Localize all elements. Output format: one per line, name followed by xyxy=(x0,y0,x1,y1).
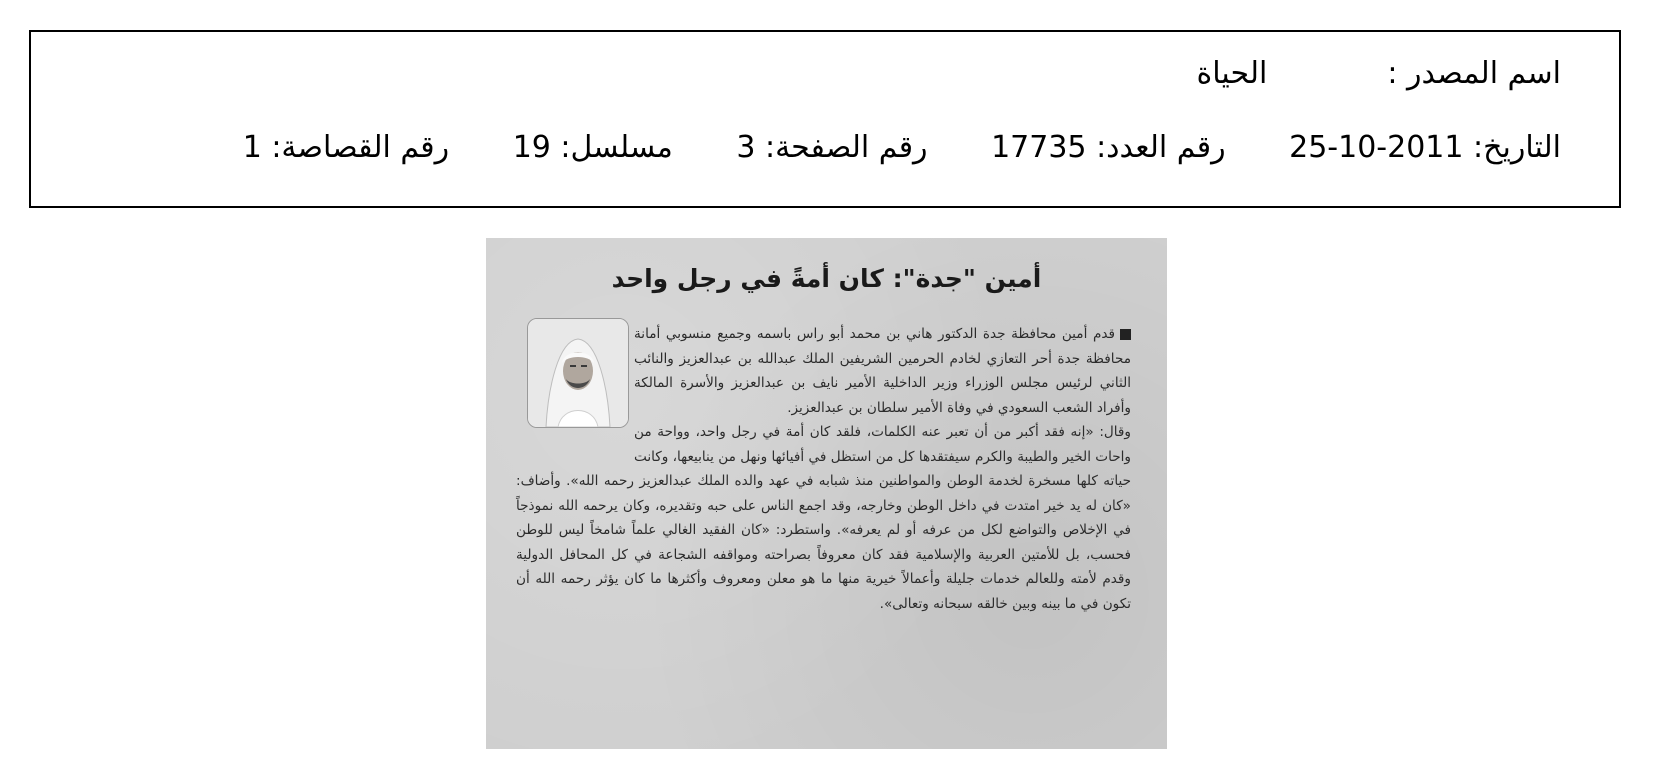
date-value: 25-10-2011 xyxy=(1289,130,1464,165)
clipping-headline: أمين "جدة": كان أمةً في رجل واحد xyxy=(611,264,1042,293)
serial-label: مسلسل: xyxy=(560,130,673,165)
issue-label: رقم العدد: xyxy=(1096,130,1226,165)
bullet-square-icon xyxy=(1120,329,1131,340)
clip-number-value: 1 xyxy=(242,130,262,165)
header-row-source xyxy=(71,54,1561,94)
source-label: اسم المصدر : xyxy=(1387,56,1561,91)
newspaper-clipping xyxy=(486,238,1167,749)
source-value: الحياة xyxy=(1196,56,1268,91)
clipping-body xyxy=(516,322,1131,616)
header-row-meta xyxy=(71,128,1561,168)
page-label: رقم الصفحة: xyxy=(764,130,928,165)
clipping-paragraph-2: وقال: «إنه فقد أكبر من أن تعبر عنه الكلمات، فلقد كان أمة في رجل واحد، وواحة من واحات الخير والطيبة والكرم سيفتقدها كل من استظل في أفيائها ونهل من ينابيعها، وكانت حياته كلها مسخرة لخدمة الوطن والمواطنين منذ شبابه في عهد والده الملك عبدالعزيز رحمه الله». وأضاف: «كان له يد خير امتدت في داخل الوطن وخارجه، وقد اجمع الناس على حبه وتقديره، وكان يرحمه الله نموذجاً في الإخلاص والتواضع لكل من عرفه أو لم يعرفه». واستطرد: «كان الفقيد الغالي علماً شامخاً ليس للوطن فحسب، بل للأمتين العربية والإسلامية فقد كان معروفاً بصراحته ومواقفه الشجاعة في كل المحافل الدولية وقدم لأمته وللعالم خدمات جليلة وأعمالاً خيرية منها ما هو معلن ومعروف وأكثرها ما كان يؤثر رحمه الله أن تكون في ما بينه وبين خالقه سبحانه وتعالى». xyxy=(516,424,1131,612)
issue-value: 17735 xyxy=(991,130,1087,165)
document-header xyxy=(29,30,1621,208)
page-value: 3 xyxy=(736,130,756,165)
date-label: التاريخ: xyxy=(1473,130,1561,165)
paragraph-1-text: قدم أمين محافظة جدة الدكتور هاني بن محمد أبو راس باسمه وجميع منسوبي أمانة محافظة جدة أحر التعازي لخادم الحرمين الشريفين الملك عبدالله بن عبدالعزيز والنائب الثاني لرئيس مجلس الوزراء وزير الداخلية الأمير نايف بن عبدالعزيز والأسرة المالكة وأفراد الشعب السعودي في وفاة الأمير سلطان بن عبدالعزيز. xyxy=(634,326,1131,416)
clip-number-label: رقم القصاصة: xyxy=(271,130,450,165)
serial-value: 19 xyxy=(512,130,551,165)
